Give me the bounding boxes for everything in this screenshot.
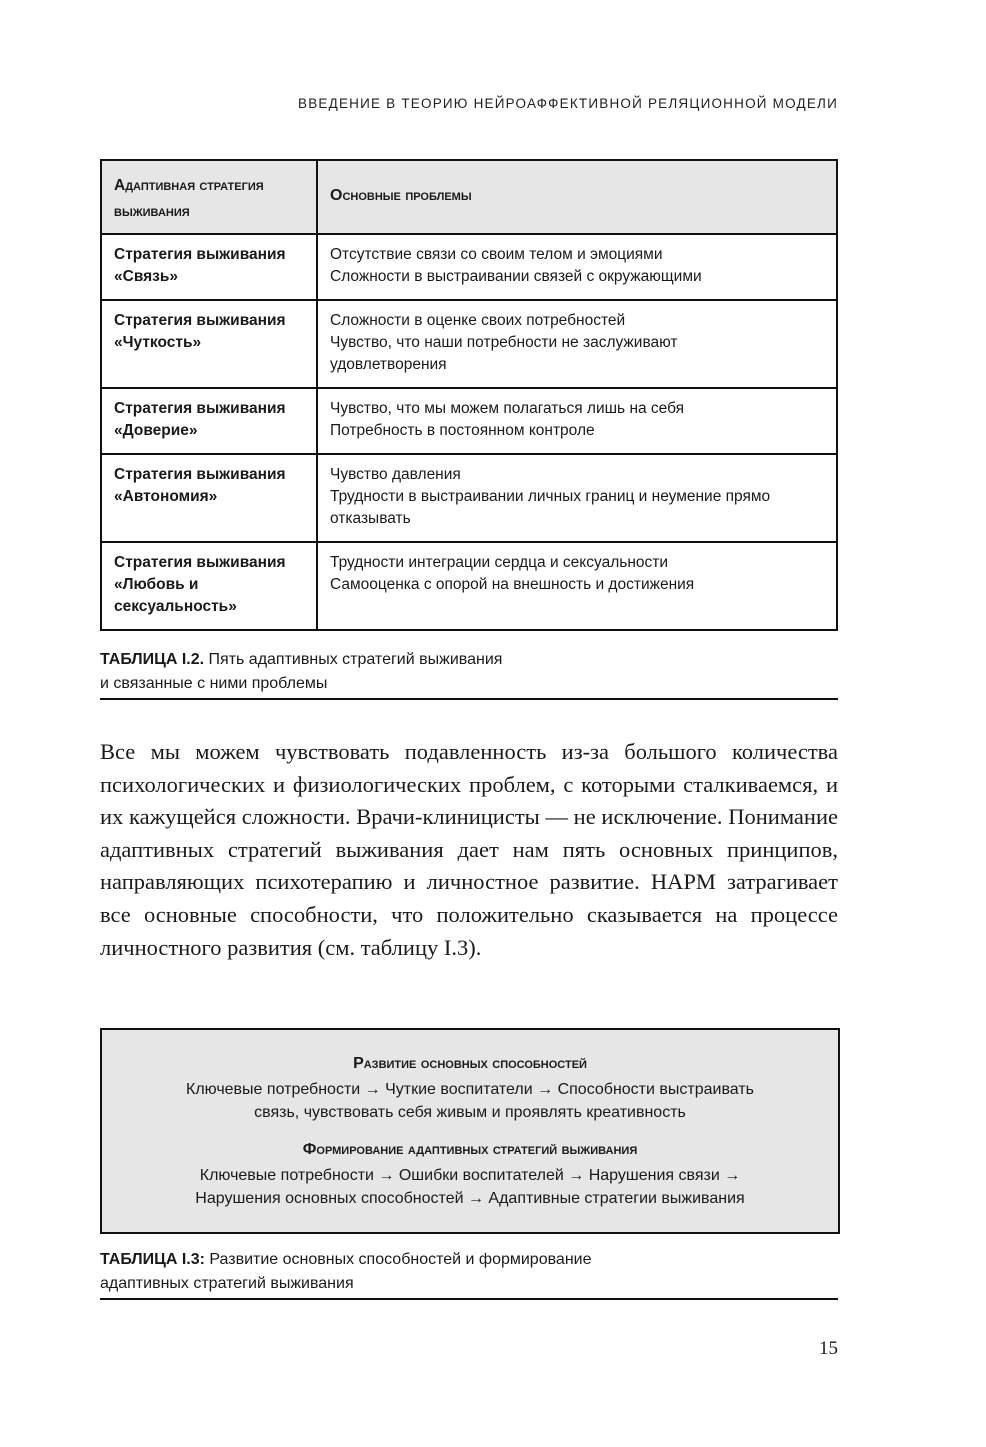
running-head: ВВЕДЕНИЕ В ТЕОРИЮ НЕЙРОАФФЕКТИВНОЙ РЕЛЯЦИОННОЙ МОДЕЛИ	[298, 96, 838, 111]
formation-flow-line-1: Ключевые потребности → Ошибки воспитателей → Нарушения связи →	[199, 1167, 741, 1184]
table-row	[101, 388, 837, 454]
formation-flow-line-2: Нарушения основных способностей → Адаптивные стратегии выживания	[195, 1190, 745, 1207]
table-1-2-caption	[100, 648, 838, 700]
problem-line: Сложности в оценке своих потребностей	[330, 312, 626, 329]
problems-cell	[317, 234, 837, 300]
strategy-cell: Стратегия выживания «Доверие»	[101, 388, 317, 454]
development-flow-line-1: Ключевые потребности → Чуткие воспитатели → Способности выстраивать	[186, 1081, 754, 1098]
problem-line: Сложности в выстраивании связей с окружающими	[330, 268, 702, 285]
caption-text: Развитие основных способностей и формирование	[204, 1251, 592, 1268]
body-paragraph: Все мы можем чувствовать подавленность из-за большого количества психологических и физиологических проблем, с которыми сталкиваемся, и их кажущейся сложности. Врачи-клиницисты — не исключение. Понимание адаптивных стратегий выживания дает нам пять основных принципов, направляющих психотерапию и личностное развитие. НАРМ затрагивает все основные способности, что положительно сказывается на процессе личностного развития (см. таблицу I.3).	[100, 739, 838, 960]
problems-cell	[317, 388, 837, 454]
column-header-strategy: Адаптивная стратегия выживания	[101, 160, 317, 234]
page-number: 15	[819, 1338, 838, 1359]
problems-cell	[317, 542, 837, 630]
problem-line: Самооценка с опорой на внешность и достижения	[330, 576, 695, 593]
strategies-table	[100, 159, 838, 631]
problem-line: Чувство давления	[330, 466, 461, 483]
problem-line: Чувство, что наши потребности не заслуживают удовлетворения	[330, 334, 678, 373]
problem-line: Потребность в постоянном контроле	[330, 422, 595, 439]
table-1-3-caption	[100, 1248, 838, 1300]
strategy-cell: Стратегия выживания «Связь»	[101, 234, 317, 300]
table-header-row	[101, 160, 837, 234]
problem-line: Отсутствие связи со своим телом и эмоциями	[330, 246, 663, 263]
table-row	[101, 454, 837, 542]
problem-line: Трудности в выстраивании личных границ и неумение прямо отказывать	[330, 488, 771, 527]
caption-text: Пять адаптивных стратегий выживания	[204, 651, 503, 668]
table-row	[101, 234, 837, 300]
problem-line: Трудности интеграции сердца и сексуальности	[330, 554, 669, 571]
caption-text-line-2: и связанные с ними проблемы	[100, 675, 328, 692]
problem-line: Чувство, что мы можем полагаться лишь на себя	[330, 400, 685, 417]
section-title-development: Развитие основных способностей	[353, 1055, 587, 1072]
table-1-3-box	[100, 1028, 840, 1234]
table-row	[101, 542, 837, 630]
section-title-formation: Формирование адаптивных стратегий выживания	[302, 1141, 638, 1158]
table-row	[101, 300, 837, 388]
problems-cell	[317, 454, 837, 542]
problems-cell	[317, 300, 837, 388]
caption-label: ТАБЛИЦА I.2.	[100, 651, 205, 668]
table-strategies	[100, 159, 838, 631]
strategy-cell: Стратегия выживания «Чуткость»	[101, 300, 317, 388]
strategy-cell: Стратегия выживания «Автономия»	[101, 454, 317, 542]
caption-label: ТАБЛИЦА I.3:	[100, 1251, 205, 1268]
column-header-problems: Основные проблемы	[317, 160, 837, 234]
caption-text-line-2: адаптивных стратегий выживания	[100, 1275, 354, 1292]
development-flow-line-2: связь, чувствовать себя живым и проявлять креативность	[254, 1104, 686, 1121]
strategy-cell: Стратегия выживания «Любовь и сексуальность»	[101, 542, 317, 630]
